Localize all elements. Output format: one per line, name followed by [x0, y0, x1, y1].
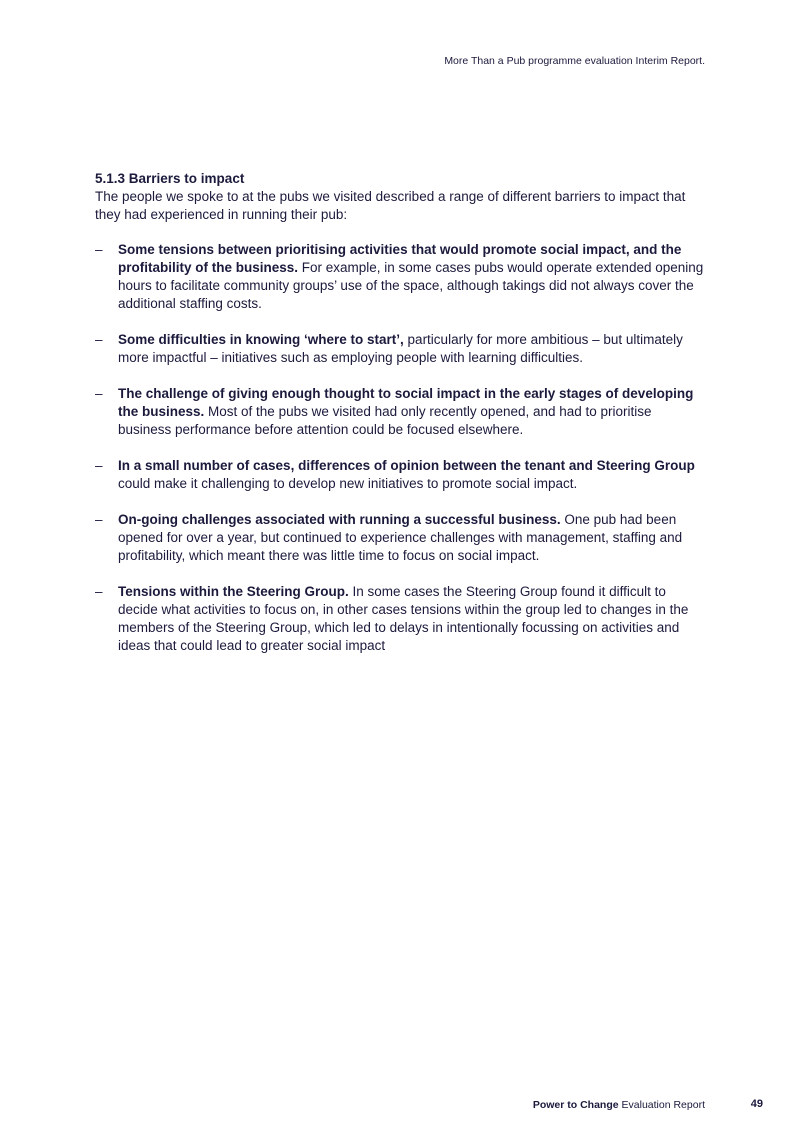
- dash-bullet: –: [95, 458, 103, 473]
- list-item: [95, 583, 707, 655]
- bullet-text: In some cases the Steering Group found it difficult to decide what activities to focus on, in other cases tensions within the group led to changes in the members of the Steering Group, which led to delays in intentionally focussing on activities and ideas that could lead to greater social impact: [118, 584, 689, 653]
- bullet-lead: On-going challenges associated with running a successful business.: [118, 512, 561, 527]
- dash-bullet: –: [95, 386, 103, 401]
- bullet-lead: Tensions within the Steering Group.: [118, 584, 349, 599]
- list-item: [95, 511, 707, 565]
- bullet-text: could make it challenging to develop new initiatives to promote social impact.: [118, 476, 578, 491]
- section-heading: 5.1.3 Barriers to impact: [95, 171, 245, 186]
- footer-label: [533, 1099, 705, 1111]
- bullet-text: For example, in some cases pubs would operate extended opening hours to facilitate community groups’ use of the space, although takings did not always cover the additional staffing costs.: [118, 260, 704, 311]
- dash-bullet: –: [95, 512, 103, 527]
- bullet-lead: The challenge of giving enough thought to social impact in the early stages of developing the business.: [118, 386, 694, 419]
- page-number: 49: [750, 1098, 763, 1110]
- bullet-lead: Some difficulties in knowing ‘where to start’,: [118, 332, 404, 347]
- barriers-list: [95, 241, 707, 655]
- section-intro: The people we spoke to at the pubs we visited described a range of different barriers to impact that they had experienced in running their pub:: [95, 189, 686, 222]
- dash-bullet: –: [95, 242, 103, 257]
- dash-bullet: –: [95, 332, 103, 347]
- footer-report-label: Evaluation Report: [618, 1099, 705, 1111]
- bullet-text: Most of the pubs we visited had only recently opened, and had to prioritise business performance before attention could be focused elsewhere.: [118, 404, 652, 437]
- list-item: [95, 331, 707, 367]
- running-header: More Than a Pub programme evaluation Interim Report.: [444, 55, 705, 67]
- bullet-text: One pub had been opened for over a year, but continued to experience challenges with management, staffing and profitability, which meant there was little time to focus on social impact.: [118, 512, 683, 563]
- dash-bullet: –: [95, 584, 103, 599]
- bullet-lead: Some tensions between prioritising activities that would promote social impact, and the profitability of the business.: [118, 242, 682, 275]
- page-content: [95, 170, 707, 673]
- list-item: [95, 241, 707, 313]
- bullet-text: particularly for more ambitious – but ultimately more impactful – initiatives such as employing people with learning difficulties.: [118, 332, 683, 365]
- list-item: [95, 385, 707, 439]
- footer-brand: Power to Change: [532, 1099, 619, 1111]
- bullet-lead: In a small number of cases, differences of opinion between the tenant and Steering Group: [118, 458, 695, 473]
- list-item: [95, 457, 707, 493]
